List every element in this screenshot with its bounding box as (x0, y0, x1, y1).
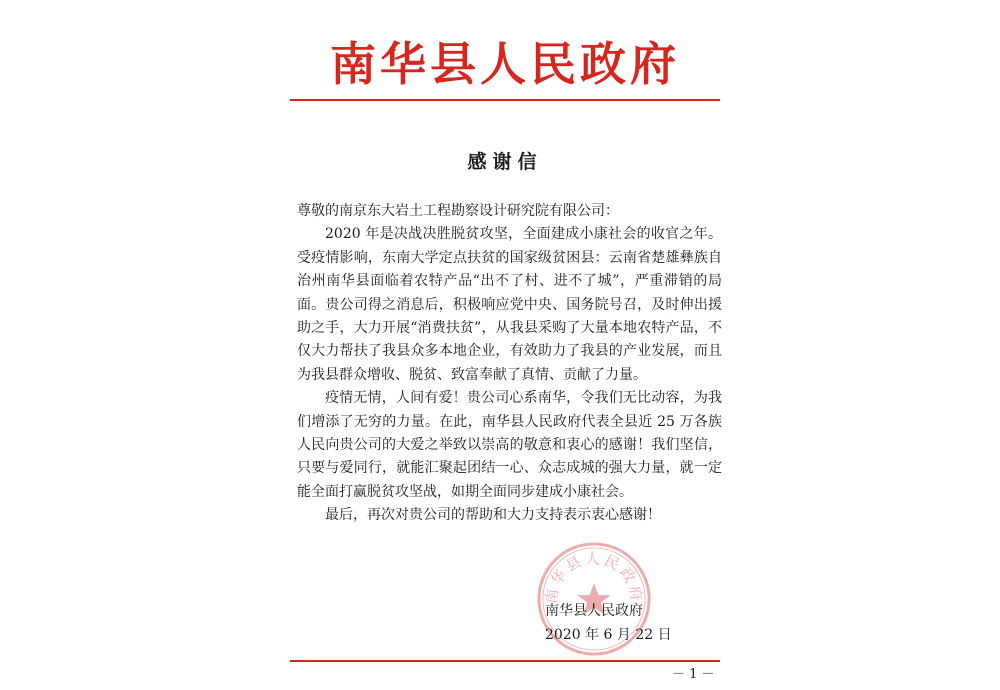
letterhead-rule (290, 99, 720, 101)
paragraph-2: 疫情无情，人间有爱！贵公司心系南华，令我们无比动容，为我们增添了无穷的力量。在此，南华县人民政府代表全县近 25 万各族人民向贵公司的大爱之举致以崇高的敬意和衷心的感谢！我们坚信，只要与爱同行，就能汇聚起团结一心、众志成城的强大力量，就一定能全面打赢脱贫攻坚战，如期全面同步建成小康社会。 (297, 390, 722, 500)
page-number: － 1 － (672, 667, 715, 682)
signature-organization: 南华县人民政府 (545, 603, 643, 619)
footer-rule (290, 660, 720, 662)
letter-title: 感谢信 (467, 151, 543, 173)
government-letterhead-title: 南华县人民政府 (330, 37, 680, 91)
seal-text: 南华县人民政府 (542, 550, 646, 605)
letter-body (297, 200, 722, 528)
paragraph-3: 最后，再次对贵公司的帮助和大力支持表示衷心感谢！ (325, 507, 661, 524)
paragraph-1: 2020 年是决战决胜脱贫攻坚，全面建成小康社会的收官之年。受疫情影响，东南大学定点扶贫的国家级贫困县：云南省楚雄彝族自治州南华县面临着农特产品“出不了村、进不了城”，严重滞销的局面。贵公司得之消息后，积极响应党中央、国务院号召，及时伸出援助之手，大力开展“消费扶贫”，从我县采购了大量本地农特产品，不仅大力帮扶了我县众多本地企业，有效助力了我县的产业发展，而且为我县群众增收、脱贫、致富奉献了真情、贡献了力量。 (297, 226, 722, 383)
salutation: 尊敬的南京东大岩土工程勘察设计研究院有限公司： (297, 203, 619, 219)
signature-date: 2020 年 6 月 22 日 (545, 627, 672, 643)
